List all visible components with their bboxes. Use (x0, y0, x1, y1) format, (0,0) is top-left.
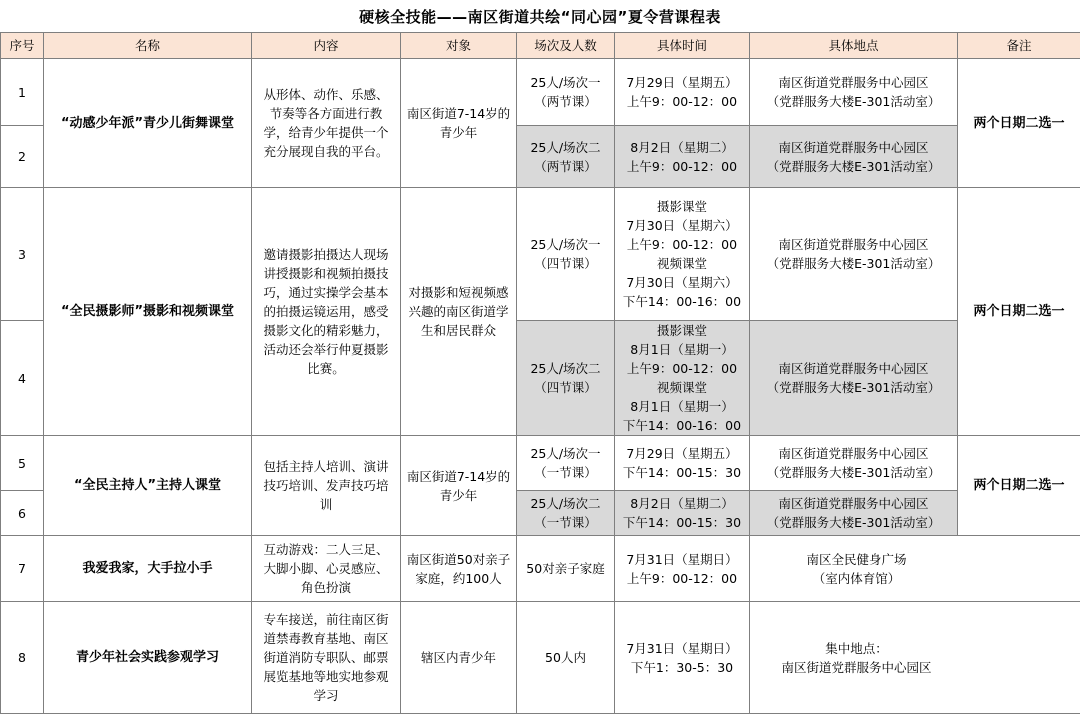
note-cell: 两个日期二选一 (958, 188, 1080, 436)
table-row (1, 188, 1080, 321)
row-no: 4 (1, 321, 44, 436)
location-cell: 南区街道党群服务中心园区 （党群服务大楼E-301活动室） (750, 126, 958, 188)
session-cell: 25人/场次二 （两节课） (517, 126, 615, 188)
header-name: 名称 (44, 33, 252, 59)
header-row (1, 33, 1080, 59)
page-title: 硬核全技能——南区街道共绘“同心园”夏令营课程表 (0, 0, 1080, 32)
location-cell: 南区街道党群服务中心园区 （党群服务大楼E-301活动室） (750, 436, 958, 491)
table-row (1, 536, 1080, 602)
location-cell: 南区街道党群服务中心园区 （党群服务大楼E-301活动室） (750, 59, 958, 126)
course-name: “全民主持人”主持人课堂 (44, 436, 252, 536)
row-no: 3 (1, 188, 44, 321)
header-no: 序号 (1, 33, 44, 59)
session-cell: 50对亲子家庭 (517, 536, 615, 602)
location-cell: 南区街道党群服务中心园区 （党群服务大楼E-301活动室） (750, 491, 958, 536)
schedule-table (0, 32, 1080, 714)
table-row (1, 59, 1080, 126)
table-row (1, 602, 1080, 714)
note-cell: 两个日期二选一 (958, 436, 1080, 536)
course-target: 南区街道50对亲子 家庭，约100人 (401, 536, 517, 602)
course-content: 包括主持人培训、演讲 技巧培训、发声技巧培 训 (252, 436, 401, 536)
course-name: 我爱我家，大手拉小手 (44, 536, 252, 602)
session-cell: 25人/场次一 （一节课） (517, 436, 615, 491)
note-cell: 两个日期二选一 (958, 59, 1080, 188)
time-cell: 8月2日（星期二） 上午9：00-12：00 (615, 126, 750, 188)
table-row (1, 436, 1080, 491)
course-content: 互动游戏：二人三足、 大脚小脚、心灵感应、 角色扮演 (252, 536, 401, 602)
time-cell: 7月29日（星期五） 上午9：00-12：00 (615, 59, 750, 126)
course-name: 青少年社会实践参观学习 (44, 602, 252, 714)
row-no: 6 (1, 491, 44, 536)
time-cell: 7月31日（星期日） 上午9：00-12：00 (615, 536, 750, 602)
row-no: 2 (1, 126, 44, 188)
row-no: 1 (1, 59, 44, 126)
header-content: 内容 (252, 33, 401, 59)
row-no: 8 (1, 602, 44, 714)
time-cell: 摄影课堂 8月1日（星期一） 上午9：00-12：00 视频课堂 8月1日（星期一） 下午14：00-16：00 (615, 321, 750, 436)
course-content: 专车接送，前往南区街 道禁毒教育基地、南区 街道消防专职队、邮票 展览基地等地实地参观 学习 (252, 602, 401, 714)
time-cell: 8月2日（星期二） 下午14：00-15：30 (615, 491, 750, 536)
session-cell: 50人内 (517, 602, 615, 714)
location-cell: 南区全民健身广场 （室内体育馆） (750, 536, 1080, 602)
header-location: 具体地点 (750, 33, 958, 59)
location-cell: 南区街道党群服务中心园区 （党群服务大楼E-301活动室） (750, 321, 958, 436)
row-no: 7 (1, 536, 44, 602)
row-no: 5 (1, 436, 44, 491)
session-cell: 25人/场次二 （四节课） (517, 321, 615, 436)
course-content: 从形体、动作、乐感、 节奏等各方面进行教 学，给青少年提供一个 充分展现自我的平台。 (252, 59, 401, 188)
header-note: 备注 (958, 33, 1080, 59)
course-target: 南区街道7-14岁的 青少年 (401, 59, 517, 188)
session-cell: 25人/场次二 （一节课） (517, 491, 615, 536)
course-name: “全民摄影师”摄影和视频课堂 (44, 188, 252, 436)
session-cell: 25人/场次一 （两节课） (517, 59, 615, 126)
header-time: 具体时间 (615, 33, 750, 59)
course-target: 对摄影和短视频感 兴趣的南区街道学 生和居民群众 (401, 188, 517, 436)
time-cell: 7月29日（星期五） 下午14：00-15：30 (615, 436, 750, 491)
course-target: 辖区内青少年 (401, 602, 517, 714)
course-name: “动感少年派”青少儿街舞课堂 (44, 59, 252, 188)
location-cell: 南区街道党群服务中心园区 （党群服务大楼E-301活动室） (750, 188, 958, 321)
session-cell: 25人/场次一 （四节课） (517, 188, 615, 321)
time-cell: 7月31日（星期日） 下午1：30-5：30 (615, 602, 750, 714)
header-target: 对象 (401, 33, 517, 59)
location-cell: 集中地点： 南区街道党群服务中心园区 (750, 602, 1080, 714)
header-session: 场次及人数 (517, 33, 615, 59)
course-content: 邀请摄影拍摄达人现场 讲授摄影和视频拍摄技 巧，通过实操学会基本 的拍摄运镜运用，感受 摄影文化的精彩魅力， 活动还会举行仲夏摄影 比赛。 (252, 188, 401, 436)
time-cell: 摄影课堂 7月30日（星期六） 上午9：00-12：00 视频课堂 7月30日（星期六） 下午14：00-16：00 (615, 188, 750, 321)
course-target: 南区街道7-14岁的 青少年 (401, 436, 517, 536)
